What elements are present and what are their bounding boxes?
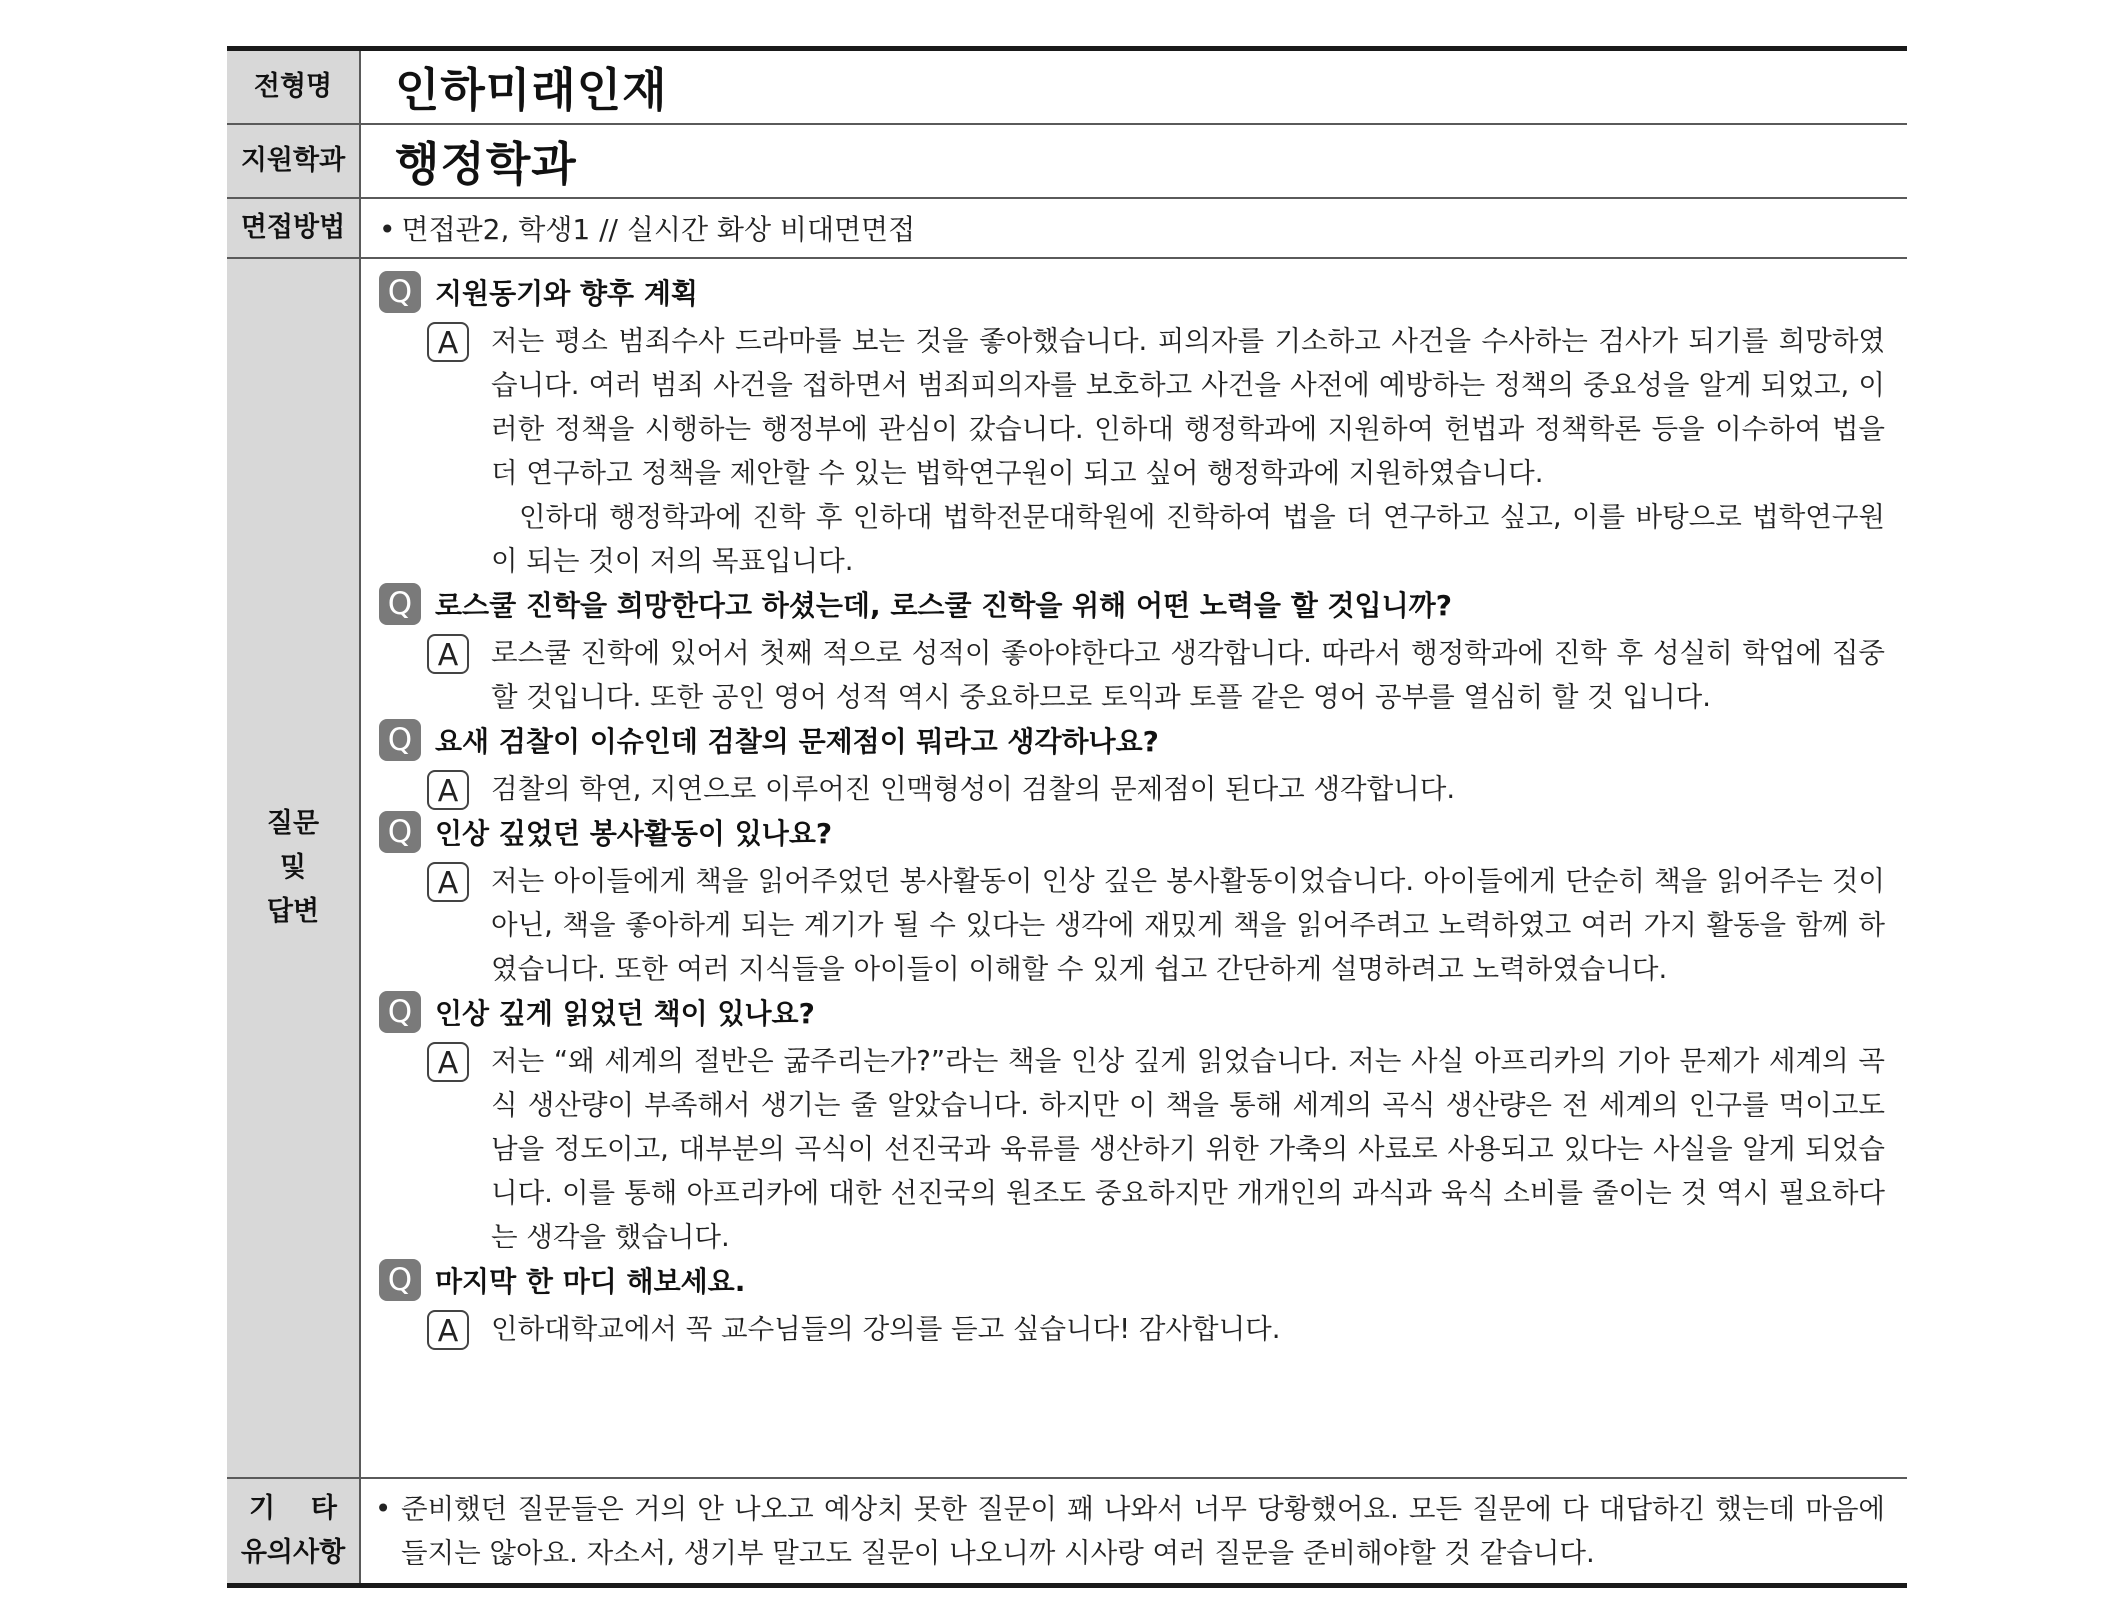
etc-label-char: 타 xyxy=(310,1492,337,1524)
qa-item xyxy=(379,271,1885,583)
question-row xyxy=(379,719,1885,761)
question-text: 요새 검찰이 이슈인데 검찰의 문제점이 뭐라고 생각하나요? xyxy=(435,724,1159,758)
etc-label-top xyxy=(227,1487,359,1531)
qa-row xyxy=(227,258,1907,1478)
question-text: 인상 깊었던 봉사활동이 있나요? xyxy=(435,816,833,850)
etc-label xyxy=(227,1478,360,1586)
department-row xyxy=(227,124,1907,198)
department-value-cell xyxy=(360,124,1907,198)
etc-bullet: • xyxy=(375,1492,392,1525)
admission-value: 인하미래인재 xyxy=(395,62,668,117)
answer-text: 저는 “왜 세계의 절반은 굶주리는가?”라는 책을 인상 깊게 읽었습니다. 저는 사실 아프리카의 기아 문제가 세계의 곡식 생산량이 부족해서 생기는 줄 알았습니다. 하지만 이 책을 통해 세계의 곡식 생산량은 전 세계의 인구를 먹이고도 남을 정도이고, 대부분의 곡식이 선진국과 육류를 생산하기 위한 가축의 사료로 사용되고 있다는 사실을 알게 되었습니다. 이를 통해 아프리카에 대한 선진국의 원조도 중요하지만 개개인의 과식과 육식 소비를 줄이는 것 역시 필요하다는 생각을 했습니다. xyxy=(491,1044,1885,1253)
question-row xyxy=(379,583,1885,625)
department-label: 지원학과 xyxy=(227,124,360,198)
qa-item xyxy=(379,991,1885,1259)
admission-row xyxy=(227,49,1907,124)
answer-text: 저는 평소 범죄수사 드라마를 보는 것을 좋아했습니다. 피의자를 기소하고 사건을 수사하는 검사가 되기를 희망하였습니다. 여러 범죄 사건을 접하면서 범죄피의자를 보호하고 사건을 사전에 예방하는 정책의 중요성을 알게 되었고, 이러한 정책을 시행하는 행정부에 관심이 갔습니다. 인하대 행정학과에 지원하여 헌법과 정책학론 등을 이수하여 법을 더 연구하고 정책을 제안할 수 있는 법학연구원이 되고 싶어 행정학과에 지원하였습니다. xyxy=(491,324,1885,489)
etc-label-bottom: 유의사항 xyxy=(240,1536,346,1568)
etc-value: 준비했던 질문들은 거의 안 나오고 예상치 못한 질문이 꽤 나와서 너무 당황했어요. 모든 질문에 다 대답하긴 했는데 마음에 들지는 않아요. 자소서, 생기부 말고도 질문이 나오니까 시사랑 여러 질문을 준비해야할 것 같습니다. xyxy=(401,1492,1885,1569)
answer-badge: A xyxy=(427,862,469,902)
method-label: 면접방법 xyxy=(227,198,360,258)
qa-label-line: 답변 xyxy=(266,895,320,927)
answer-block xyxy=(427,319,1885,583)
answer-text: 인하대 행정학과에 진학 후 인하대 법학전문대학원에 진학하여 법을 더 연구하고 싶고, 이를 바탕으로 법학연구원이 되는 것이 저의 목표입니다. xyxy=(491,500,1885,577)
qa-item xyxy=(379,1259,1885,1351)
answer-text: 저는 아이들에게 책을 읽어주었던 봉사활동이 인상 깊은 봉사활동이었습니다. 아이들에게 단순히 책을 읽어주는 것이 아닌, 책을 좋아하게 되는 계기가 될 수 있다는 생각에 재밌게 책을 읽어주려고 노력하였고 여러 가지 활동을 함께 하였습니다. 또한 여러 지식들을 아이들이 이해할 수 있게 쉽고 간단하게 설명하려고 노력하였습니다. xyxy=(491,864,1885,985)
question-row xyxy=(379,811,1885,853)
etc-label-char: 기 xyxy=(249,1492,276,1524)
question-badge: Q xyxy=(379,583,421,625)
method-value: 면접관2, 학생1 // 실시간 화상 비대면면접 xyxy=(401,212,916,246)
qa-item xyxy=(379,719,1885,811)
etc-row xyxy=(227,1478,1907,1586)
question-badge: Q xyxy=(379,991,421,1033)
qa-content xyxy=(360,258,1907,1478)
admission-label: 전형명 xyxy=(227,49,360,124)
answer-block xyxy=(427,767,1885,811)
question-row xyxy=(379,1259,1885,1301)
question-badge: Q xyxy=(379,719,421,761)
interview-record-table xyxy=(227,46,1907,1588)
answer-block xyxy=(427,859,1885,991)
question-badge: Q xyxy=(379,811,421,853)
department-value: 행정학과 xyxy=(395,136,577,191)
question-text: 인상 깊게 읽었던 책이 있나요? xyxy=(435,996,815,1030)
answer-badge: A xyxy=(427,1310,469,1350)
qa-label-line: 질문 xyxy=(266,807,320,839)
method-value-cell xyxy=(360,198,1907,258)
admission-value-cell xyxy=(360,49,1907,124)
question-text: 마지막 한 마디 해보세요. xyxy=(435,1264,746,1298)
answer-badge: A xyxy=(427,322,469,362)
answer-text: 검찰의 학연, 지연으로 이루어진 인맥형성이 검찰의 문제점이 된다고 생각합니다. xyxy=(491,772,1456,805)
etc-value-cell xyxy=(360,1478,1907,1586)
method-row xyxy=(227,198,1907,258)
question-badge: Q xyxy=(379,1259,421,1301)
question-text: 지원동기와 향후 계획 xyxy=(435,276,698,310)
question-badge: Q xyxy=(379,271,421,313)
answer-badge: A xyxy=(427,634,469,674)
qa-item xyxy=(379,811,1885,991)
answer-text: 인하대학교에서 꼭 교수님들의 강의를 듣고 싶습니다! 감사합니다. xyxy=(491,1312,1281,1345)
answer-block xyxy=(427,631,1885,719)
answer-block xyxy=(427,1307,1885,1351)
answer-text: 로스쿨 진학에 있어서 첫째 적으로 성적이 좋아야한다고 생각합니다. 따라서 행정학과에 진학 후 성실히 학업에 집중할 것입니다. 또한 공인 영어 성적 역시 중요하므로 토익과 토플 같은 영어 공부를 열심히 할 것 입니다. xyxy=(491,636,1885,713)
answer-badge: A xyxy=(427,770,469,810)
method-bullet: • xyxy=(379,212,396,246)
answer-badge: A xyxy=(427,1042,469,1082)
question-row xyxy=(379,991,1885,1033)
qa-label-line: 및 xyxy=(279,851,307,883)
qa-item xyxy=(379,583,1885,719)
question-row xyxy=(379,271,1885,313)
answer-block xyxy=(427,1039,1885,1259)
qa-label xyxy=(227,258,360,1478)
question-text: 로스쿨 진학을 희망한다고 하셨는데, 로스쿨 진학을 위해 어떤 노력을 할 것입니까? xyxy=(435,588,1452,622)
